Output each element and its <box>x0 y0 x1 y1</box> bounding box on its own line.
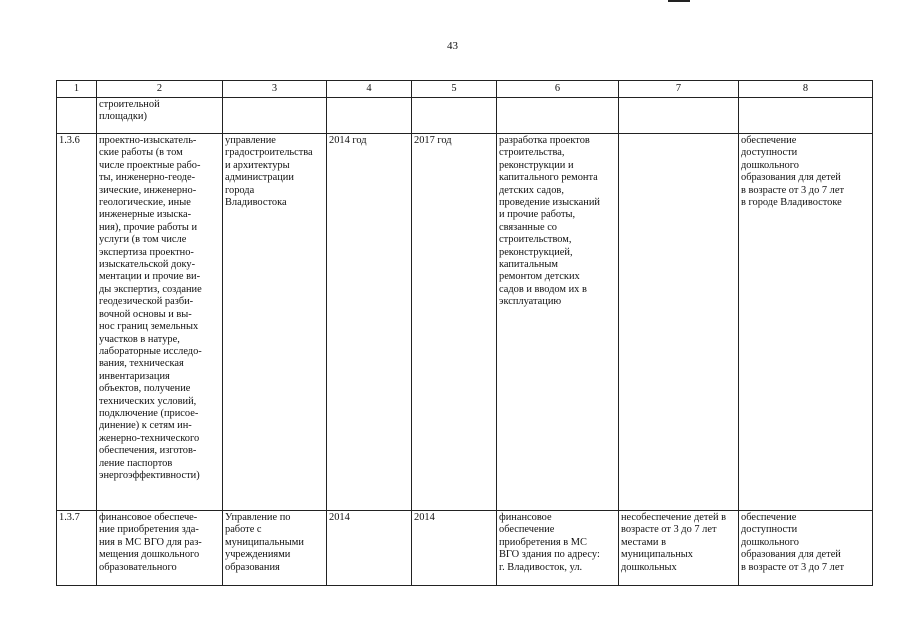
cell-text-line: ты, инженерно-геоде- <box>99 172 196 184</box>
cell-text-line: строительной <box>99 99 160 110</box>
cell-text-line: и прочие работы, <box>499 209 576 221</box>
cell-text-line: и архитектуры <box>225 159 290 171</box>
cell-text-line: муниципальных <box>621 549 693 561</box>
cell-text-line: технических условий, <box>99 395 197 407</box>
cell-text-line: ление паспортов <box>99 457 173 469</box>
cell-text-line: ские работы (в том <box>99 147 183 159</box>
cell-text-line: вочной основы и вы- <box>99 308 192 320</box>
table-body <box>57 81 873 586</box>
cell-text-line: эксплуатацию <box>499 296 562 308</box>
cell-text-line: ментации и прочие ви- <box>99 271 201 283</box>
cell-text-line: инженерные изыска- <box>99 209 192 221</box>
cell-text-line: геодезической разби- <box>99 296 194 308</box>
cell-text-line: экспертиза проектно- <box>99 246 194 258</box>
cell-text-line: градостроительства <box>225 147 313 159</box>
cell-start-date <box>327 511 412 586</box>
cell-text-line: подключение (присое- <box>99 407 199 419</box>
cell-text-line: администрации <box>225 172 294 184</box>
cell-text-line: услуги (в том числе <box>99 234 187 246</box>
cell-end-date <box>412 511 497 586</box>
cell-expected-result <box>497 511 619 586</box>
table-header-row <box>57 81 873 98</box>
cell-text-line: 1.3.6 <box>59 135 80 146</box>
cell-text-line: обеспечение <box>499 524 555 536</box>
cell-text-line: доступности <box>741 524 798 536</box>
cell-item-number <box>57 134 97 511</box>
cell-text-line: площадки) <box>99 111 147 123</box>
cell-text-line: ды экспертиз, создание <box>99 283 202 295</box>
cell-text-line: Управление по <box>225 512 291 523</box>
table-row-row-1-3-6 <box>57 134 873 511</box>
cell-text-line: связанные со <box>499 221 557 233</box>
scan-mark <box>668 0 690 2</box>
cell-indicator-link <box>739 134 873 511</box>
cell-text-line: вания, техническая <box>99 358 184 370</box>
cell-text-line: капитального ремонта <box>499 172 598 184</box>
cell-work-description <box>97 98 223 134</box>
cell-start-date <box>327 98 412 134</box>
cell-text-line: динение) к сетям ин- <box>99 420 192 432</box>
cell-text-line: дошкольных <box>621 561 677 573</box>
cell-text-line: строительства, <box>499 147 565 159</box>
cell-text-line: энергоэффективности) <box>99 469 200 481</box>
cell-text-line: проектно-изыскатель- <box>99 135 197 146</box>
column-number-1: 1 <box>57 81 97 98</box>
cell-text-line: детских садов, <box>499 184 564 196</box>
cell-start-date <box>327 134 412 511</box>
cell-consequences <box>619 511 739 586</box>
cell-text-line: 2014 год <box>329 135 367 146</box>
cell-text-line: приобретения в МС <box>499 536 587 548</box>
document-table <box>56 80 873 586</box>
cell-item-number <box>57 98 97 134</box>
cell-text-line: проведение изысканий <box>499 197 600 209</box>
cell-consequences <box>619 134 739 511</box>
cell-text-line: Владивостока <box>225 197 287 209</box>
cell-text-line: доступности <box>741 147 798 159</box>
cell-text-line: дошкольного <box>741 536 799 548</box>
column-number-5: 5 <box>412 81 497 98</box>
cell-consequences <box>619 98 739 134</box>
cell-end-date <box>412 134 497 511</box>
page-number: 43 <box>447 40 458 52</box>
cell-text-line: женерно-технического <box>99 432 200 444</box>
cell-item-number <box>57 511 97 586</box>
cell-text-line: ремонтом детских <box>499 271 580 283</box>
cell-indicator-link <box>739 511 873 586</box>
cell-text-line: обеспечения, изготов- <box>99 445 197 457</box>
cell-text-line: несобеспечение детей в <box>621 512 727 523</box>
cell-end-date <box>412 98 497 134</box>
cell-text-line: реконструкцией, <box>499 246 573 258</box>
cell-text-line: 1.3.7 <box>59 512 80 523</box>
cell-text-line: геологические, иные <box>99 197 191 209</box>
cell-responsible-executor <box>223 511 327 586</box>
column-number-8: 8 <box>739 81 873 98</box>
cell-text-line: города <box>225 184 255 196</box>
cell-text-line: образования <box>225 561 280 573</box>
cell-text-line: дошкольного <box>741 159 799 171</box>
cell-text-line: в городе Владивостоке <box>741 197 842 209</box>
column-number-7: 7 <box>619 81 739 98</box>
cell-text-line: финансовое обеспече- <box>99 512 198 523</box>
column-number-6: 6 <box>497 81 619 98</box>
cell-text-line: 2014 <box>414 512 435 523</box>
cell-text-line: ния в МС ВГО для раз- <box>99 536 202 548</box>
cell-text-line: мещения дошкольного <box>99 549 200 561</box>
cell-text-line: объектов, получение <box>99 383 191 395</box>
cell-responsible-executor <box>223 134 327 511</box>
cell-text-line: образовательного <box>99 561 177 573</box>
cell-text-line: образования для детей <box>741 549 841 561</box>
cell-text-line: в возрасте от 3 до 7 лет <box>741 184 845 196</box>
cell-expected-result <box>497 98 619 134</box>
column-number-2: 2 <box>97 81 223 98</box>
table-row-continuation <box>57 98 873 134</box>
cell-text-line: в возрасте от 3 до 7 лет <box>741 561 845 573</box>
cell-text-line: числе проектные рабо- <box>99 159 201 171</box>
cell-text-line: г. Владивосток, ул. <box>499 561 583 573</box>
cell-text-line: ВГО здания по адресу: <box>499 549 600 561</box>
cell-text-line: ние приобретения зда- <box>99 524 199 536</box>
cell-responsible-executor <box>223 98 327 134</box>
cell-text-line: обеспечение <box>741 135 797 146</box>
cell-text-line: возрасте от 3 до 7 лет <box>621 524 717 536</box>
cell-text-line: лабораторные исследо- <box>99 345 202 357</box>
cell-text-line: управление <box>225 135 276 146</box>
cell-text-line: участков в натуре, <box>99 333 180 345</box>
cell-text-line: муниципальными <box>225 536 304 548</box>
cell-text-line: садов и вводом их в <box>499 283 587 295</box>
cell-text-line: изыскательской доку- <box>99 259 196 271</box>
cell-text-line: обеспечение <box>741 512 797 523</box>
cell-text-line: финансовое <box>499 512 552 523</box>
cell-indicator-link <box>739 98 873 134</box>
table-row-row-1-3-7 <box>57 511 873 586</box>
cell-text-line: 2017 год <box>414 135 452 146</box>
cell-text-line: инвентаризация <box>99 370 170 382</box>
cell-text-line: 2014 <box>329 512 350 523</box>
cell-text-line: учреждениями <box>225 549 291 561</box>
cell-text-line: зические, инженерно- <box>99 184 197 196</box>
cell-work-description <box>97 134 223 511</box>
cell-text-line: местами в <box>621 536 666 548</box>
cell-text-line: капитальным <box>499 259 558 271</box>
cell-text-line: строительством, <box>499 234 572 246</box>
cell-text-line: реконструкции и <box>499 159 574 171</box>
column-number-3: 3 <box>223 81 327 98</box>
cell-expected-result <box>497 134 619 511</box>
cell-text-line: ния), прочие работы и <box>99 221 198 233</box>
cell-text-line: разработка проектов <box>499 135 590 146</box>
cell-work-description <box>97 511 223 586</box>
cell-text-line: нос границ земельных <box>99 321 199 333</box>
cell-text-line: образования для детей <box>741 172 841 184</box>
cell-text-line: работе с <box>225 524 262 536</box>
column-number-4: 4 <box>327 81 412 98</box>
